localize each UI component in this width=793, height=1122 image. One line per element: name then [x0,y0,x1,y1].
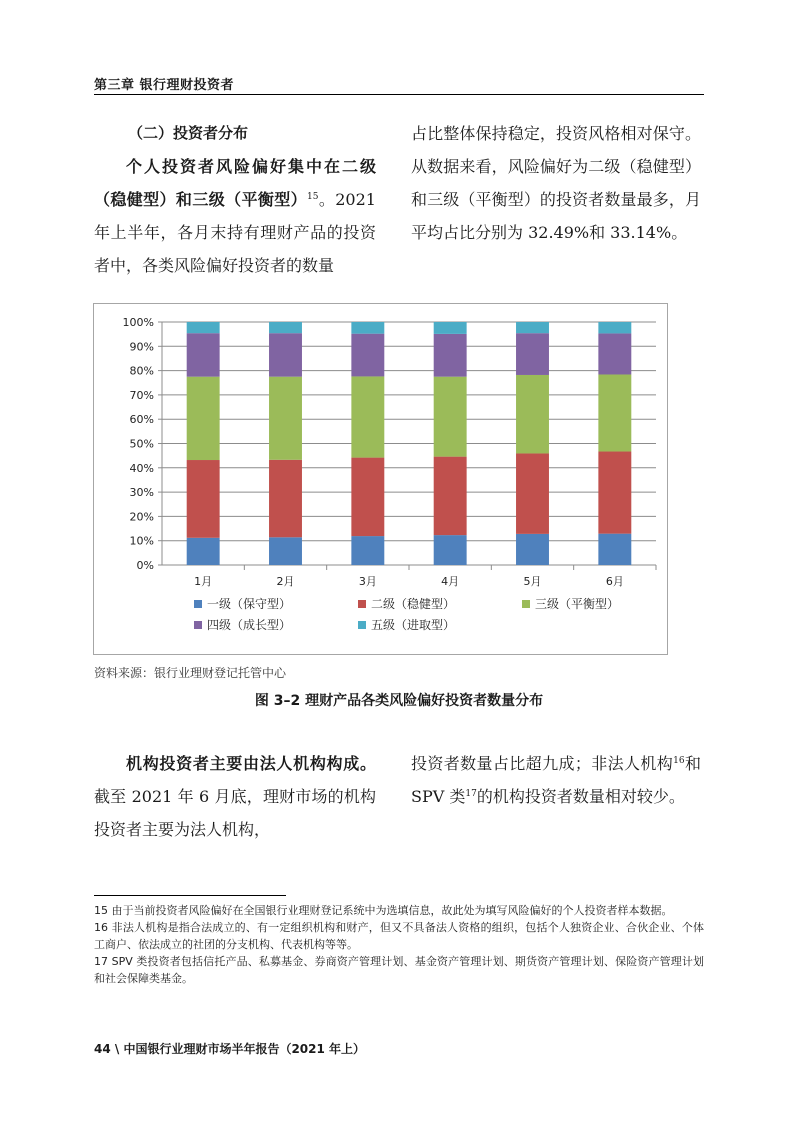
section1-right-column [411,117,701,249]
bar-segment [598,333,631,374]
chart-legend [194,596,619,632]
y-tick-label: 100% [122,316,154,329]
chart-frame [93,303,668,655]
section2-right-text [411,747,701,813]
bar-segment [598,322,631,333]
bar-segment [187,377,220,460]
bar-segment [351,376,384,457]
section1-paragraph [94,150,376,282]
section2-right-column [411,747,701,813]
figure-title: 图 3–2 理财产品各类风险偏好投资者数量分布 [254,693,544,709]
bar-segment [434,457,467,535]
bar-segment [598,452,631,534]
bar-segment [516,375,549,453]
bar-segment [187,460,220,538]
footnote-16: 16 非法人机构是指合法成立的、有一定组织机构和财产，但又不具备法人资格的组织，包括个人独资企业、合伙企业、个体工商户、依法成立的社团的分支机构、代表机构等等。 [94,921,704,951]
bar-segment [434,322,467,334]
y-tick-label: 10% [129,534,154,548]
footnote-ref-17[interactable]: 17 [465,789,477,799]
section2-right-part2: 和 SPV 类 [411,754,701,806]
bar-segment [516,322,549,333]
legend-swatch [358,621,366,629]
section2-left-column [94,747,376,846]
x-tick-label: 6月 [605,575,624,588]
y-axis-ticks [123,316,154,572]
bar-segment [516,453,549,533]
legend-swatch [358,600,366,608]
stacked-bar-chart [94,304,667,654]
bar-segment [351,536,384,565]
bar-segment [187,538,220,565]
section2-paragraph [94,747,376,846]
bar-segment [598,374,631,451]
bar-segment [269,322,302,333]
running-header: 第三章 银行理财投资者 [94,78,235,93]
bar-segment [434,535,467,565]
legend-label: 三级（平衡型） [535,597,620,611]
bar-segment [351,334,384,377]
y-tick-label: 40% [129,461,154,475]
bar-segment [516,534,549,565]
legend-swatch [194,600,202,608]
section1-lead: 个人投资者风险偏好集中在二级（稳健型）和三级（平衡型） [94,157,376,209]
bar-segment [187,322,220,333]
footnote-15: 15 由于当前投资者风险偏好在全国银行业理财登记系统中为选填信息，故此处为填写风险偏好的个人投资者样本数据。 [94,904,673,917]
bar-segment [351,458,384,536]
section1-right-text: 占比整体保持稳定，投资风格相对保守。从数据来看，风险偏好为二级（稳健型）和三级（平衡型）的投资者数量最多，月平均占比分别为 32.49%和 33.14%。 [411,124,701,242]
y-tick-label: 0% [136,559,154,572]
bar-segment [516,333,549,375]
y-tick-label: 90% [129,340,154,354]
x-tick-label: 5月 [523,575,542,588]
bar-segment [269,460,302,538]
x-axis-ticks [194,575,624,588]
header-rule [94,94,704,95]
x-tick-label: 4月 [441,575,460,588]
legend-label: 四级（成长型） [207,618,292,632]
footnote-ref-15[interactable]: 15 [307,192,319,202]
y-tick-label: 60% [129,413,154,427]
section-title: （二）投资者分布 [128,124,249,142]
bar-segment [269,333,302,376]
section1-body: 。2021年上半年，各月末持有理财产品的投资者中，各类风险偏好投资者的数量 [94,190,376,275]
x-tick-label: 3月 [358,575,377,588]
legend-swatch [194,621,202,629]
footnotes [94,902,704,987]
footnote-rule [94,895,286,896]
legend-label: 一级（保守型） [207,597,292,611]
y-tick-label: 50% [129,437,154,451]
bar-segment [598,534,631,565]
chart-source: 资料来源：银行业理财登记托管中心 [94,666,287,680]
y-tick-label: 70% [129,388,154,402]
x-tick-label: 1月 [194,575,213,588]
legend-label: 五级（进取型） [371,618,456,632]
legend-label: 二级（稳健型） [371,597,456,611]
section2-right-part3: 的机构投资者数量相对较少。 [476,787,685,806]
x-tick-label: 2月 [276,575,295,588]
bar-segment [351,322,384,334]
section2-lead: 机构投资者主要由法人机构构成。 [126,754,376,773]
section2-right-part1: 投资者数量占比超九成；非法人机构 [411,754,674,773]
bar-segment [434,334,467,377]
y-tick-label: 20% [129,510,154,524]
y-tick-label: 30% [129,486,154,500]
bar-segment [434,377,467,457]
footnote-ref-16[interactable]: 16 [673,756,685,766]
footnote-17: 17 SPV 类投资者包括信托产品、私募基金、券商资产管理计划、基金资产管理计划、期货资产管理计划、保险资产管理计划和社会保障类基金。 [94,955,704,985]
legend-swatch [522,600,530,608]
bar-segment [187,333,220,376]
section1-left-column [94,117,376,282]
y-tick-label: 80% [129,364,154,378]
bar-segment [269,537,302,565]
gridlines [158,322,656,570]
section2-body: 截至 2021 年 6 月底，理财市场的机构投资者主要为法人机构， [94,787,376,839]
bar-segment [269,377,302,460]
page-footer: 44 \ 中国银行业理财市场半年报告（2021 年上） [94,1042,366,1056]
